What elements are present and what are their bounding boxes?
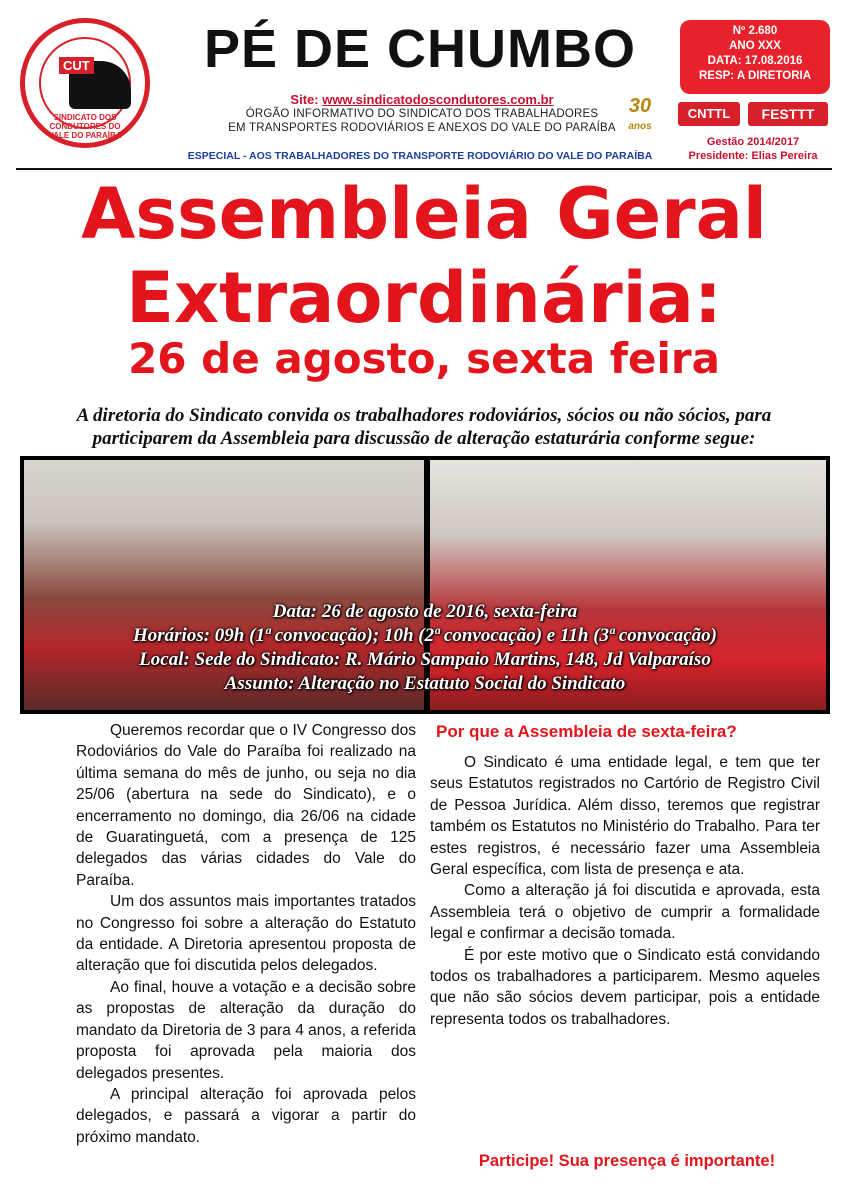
right-paragraph: É por este motivo que o Sindicato está convidando todos os trabalhadores a participarem. Mesmo aqueles que não são sócios devem participar, pois a entidade representa todos os trabalhadores.: [430, 946, 820, 1028]
photo-strip: [20, 456, 830, 714]
issue-date: DATA: 17.08.2016: [707, 55, 803, 67]
anniversary-logo: [620, 96, 660, 134]
meeting-subject: Assunto: Alteração no Estatuto Social do Sindicato: [224, 673, 626, 694]
site-link[interactable]: www.sindicatodoscondutores.com.br: [322, 92, 554, 107]
site-line: [172, 92, 672, 107]
anniversary-word: anos: [628, 121, 652, 132]
right-paragraph: Como a alteração já foi discutida e aprovada, esta Assembleia terá o objetivo de cumprir a formalidade legal e confirmar a decisão tomada.: [430, 882, 820, 943]
meeting-times: Horários: 09h (1ª convocação); 10h (2ª convocação) e 11h (3ª convocação): [132, 625, 717, 646]
masthead-title: PÉ DE CHUMBO: [203, 19, 637, 79]
left-paragraph: Queremos recordar que o IV Congresso dos Rodoviários do Vale do Paraíba foi realizado na última semana do mês de junho, ou seja no dia 25/06 (abertura na sede do Sindicato), e o encerramento no domingo, dia 26/06 na cidade de Guaratinguetá, com a presença de 125 delegados das várias cidades do Vale do Paraíba.: [76, 722, 416, 889]
headline-line-1: Assembleia Geral: [81, 173, 767, 255]
meeting-date: Data: 26 de agosto de 2016, sexta-feira: [272, 601, 578, 622]
issue-number: Nº 2.680: [732, 25, 778, 37]
meeting-location: Local: Sede do Sindicato: R. Mário Sampaio Martins, 148, Jd Valparaíso: [139, 649, 711, 670]
site-label: Site:: [290, 92, 319, 107]
cut-logo: CUT: [59, 57, 94, 74]
right-column-title: Por que a Assembleia de sexta-feira?: [436, 722, 737, 741]
issue-year: ANO XXX: [729, 40, 781, 52]
headline-line-2: Extraordinária:: [126, 257, 722, 339]
org-line-2: EM TRANSPORTES RODOVIÁRIOS E ANEXOS DO VALE DO PARAÍBA: [228, 122, 616, 134]
right-column: [430, 752, 820, 1030]
gestao-text: Gestão 2014/2017: [706, 136, 800, 148]
festtt-logo: FESTTT: [748, 102, 828, 126]
org-line-1: ÓRGÃO INFORMATIVO DO SINDICATO DOS TRABALHADORES: [245, 108, 599, 120]
especial-line: ESPECIAL - AOS TRABALHADORES DO TRANSPORTE RODOVIÁRIO DO VALE DO PARAÍBA: [187, 150, 653, 162]
header-divider: [16, 168, 832, 170]
issue-resp: RESP: A DIRETORIA: [698, 70, 812, 82]
closing-call-to-action: Participe! Sua presença é importante!: [478, 1152, 776, 1170]
left-paragraph: Ao final, houve a votação e a decisão sobre as propostas de alteração da duração do mandato da Diretoria de 3 para 4 anos, a referida proposta foi aprovada pela maioria dos delegados presentes.: [76, 978, 416, 1082]
left-paragraph: A principal alteração foi aprovada pelos delegados, e passará a vigorar a partir do próximo mandato.: [76, 1085, 416, 1146]
anniversary-number: 30: [628, 95, 652, 117]
seal-inner-ring: [39, 37, 131, 140]
issue-info-box: [680, 20, 830, 94]
intro-text: A diretoria do Sindicato convida os trabalhadores rodoviários, sócios ou não sócios, para participarem da Assembleia para discussão de alteração estaturária conforme segue:: [76, 405, 772, 449]
right-paragraph: O Sindicato é uma entidade legal, e tem que ter seus Estatutos registrados no Cartório de Registro Civil de Pessoa Jurídica. Além disso, teremos que registrar também os Estatutos no Ministério do Trabalho. Para ter estes registros, é necessário fazer uma Assembleia Geral específica, com lista de presença e ata.: [430, 754, 820, 879]
seal-inner-text: SINDICATO DOS CONDUTORES DO VALE DO PARAÍBA: [48, 113, 122, 140]
left-paragraph: Um dos assuntos mais importantes tratados no Congresso foi sobre a alteração do Estatuto da entidade. A Diretoria apresentou proposta de alteração que foi discutida pelos delegados.: [76, 893, 416, 975]
left-column: [76, 720, 416, 1148]
meeting-details-overlay: [20, 600, 830, 696]
cnttl-logo: CNTTL: [678, 102, 740, 126]
headline-subtitle: 26 de agosto, sexta feira: [128, 334, 720, 383]
union-seal-logo: [20, 18, 150, 148]
presidente-text: Presidente: Elias Pereira: [688, 150, 818, 162]
